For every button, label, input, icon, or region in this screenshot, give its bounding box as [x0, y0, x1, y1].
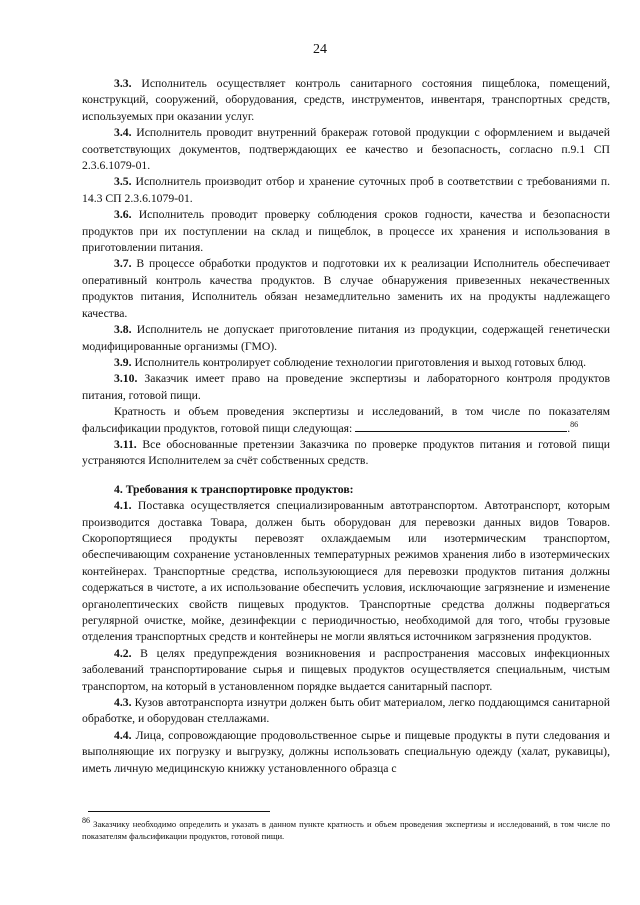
paragraph-4-1: 4.1. Поставка осуществляется специализированным автотранспортом. Автотранспорт, которым производится доставка Товара, должен быть оборудован для перевозки данных видов Товаров. Скоропортящиеся продукты перевозят охлаждаемым или изотермическим транспортом, обеспечивающим сохранение установленных температурных режимов хранения либо в изотермических контейнерах. Транспортные средства, используюющиеся для перевозки продуктов питания должны содержаться в чистоте, а их использование обеспечить условия, исключающие загрязнение и изменение органолептических свойств пищевых продуктов. Транспортные средства должны подвергаться регулярной очистке, мойке, дезинфекции с периодичностью, необходимой для того, чтобы грузовые отделения транспортных средств и контейнеры не могли являться источником загрязнения продуктов.: [82, 499, 610, 644]
section-4-heading: 4. Требования к транспортировке продуктов:: [114, 482, 354, 496]
paragraph-3-9: 3.9. Исполнитель контролирует соблюдение технологии приготовления и выход готовых блюд.: [114, 355, 587, 369]
section-3-paragraphs: [82, 76, 610, 470]
footnote: [82, 818, 610, 842]
footnote-separator: [88, 811, 270, 812]
footnote-number: 86: [82, 816, 90, 826]
paragraph-4-3: 4.3. Кузов автотранспорта изнутри должен быть обит материалом, легко поддающимся санитарной обработке, и оборудован стеллажами.: [82, 696, 610, 726]
document-body: [82, 76, 610, 777]
footnote-text: Заказчику необходимо определить и указать в данном пункте кратность и объем проведения экспертизы и исследований, в том числе по показателям фальсификации продуктов, готовой пищи.: [82, 819, 610, 841]
paragraph-3-5: 3.5. Исполнитель производит отбор и хранение суточных проб в соответствии с требованиями п. 14.3 СП 2.3.6.1079-01.: [82, 175, 610, 205]
paragraph-3-4: 3.4. Исполнитель проводит внутренний бракераж готовой продукции с оформлением и выдачей соответствующих документов, подтверждающих ее качество и безопасность, согласно п.9.1 СП 2.3.6.1079-01.: [82, 126, 610, 173]
paragraph-4-4: 4.4. Лица, сопровождающие продовольственное сырье и пищевые продукты в пути следования и выполняющие их погрузку и выгрузку, должны использовать специальную одежду (халат, рукавицы), иметь личную медицинскую книжку установленного образца с: [82, 728, 610, 775]
paragraph-3-10: 3.10. Заказчик имеет право на проведение экспертизы и лабораторного контроля продуктов питания, готовой пищи.: [82, 372, 610, 402]
page-number: 24: [313, 42, 327, 57]
paragraph-3-7: 3.7. В процессе обработки продуктов и подготовки их к реализации Исполнитель обеспечивает оперативный контроль качества продуктов. В случае обнаружения привезенных некачественных продуктов питания, Исполнитель обязан незамедлительно заменить их на продукты надлежащего качества.: [82, 257, 610, 320]
paragraph-3-8: 3.8. Исполнитель не допускает приготовление питания из продукции, содержащей генетически модифицированные организмы (ГМО).: [82, 323, 610, 353]
paragraph-3-3: 3.3. Исполнитель осуществляет контроль санитарного состояния пищеблока, помещений, конструкций, сооружений, оборудования, средств, инструментов, инвентаря, транспортных средств, используемых при оказании услуг.: [82, 77, 610, 123]
paragraph-frequency: Кратность и объем проведения экспертизы и исследований, в том числе по показателям фальсификации продуктов, готовой пищи следующая: .$^{86}$: [82, 405, 610, 435]
paragraph-4-2: 4.2. В целях предупреждения возникновения и распространения массовых инфекционных заболеваний транспортирование сырья и пищевых продуктов осуществляется специальным, чистым транспортом, на который в установленном порядке выдается санитарный паспорт.: [82, 646, 610, 693]
paragraph-3-6: 3.6. Исполнитель проводит проверку соблюдения сроков годности, качества и безопасности продуктов при их поступлении на склад и пищеблок, в процессе их хранения и использования в приготовлении питания.: [82, 208, 610, 255]
paragraph-3-11: 3.11. Все обоснованные претензии Заказчика по проверке продуктов питания и готовой пищи устраняются Исполнителем за счёт собственных средств.: [82, 437, 610, 468]
section-4-paragraphs: [82, 498, 610, 777]
footnote-ref[interactable]: 86: [570, 419, 579, 429]
fill-in-blank[interactable]: [355, 421, 567, 432]
